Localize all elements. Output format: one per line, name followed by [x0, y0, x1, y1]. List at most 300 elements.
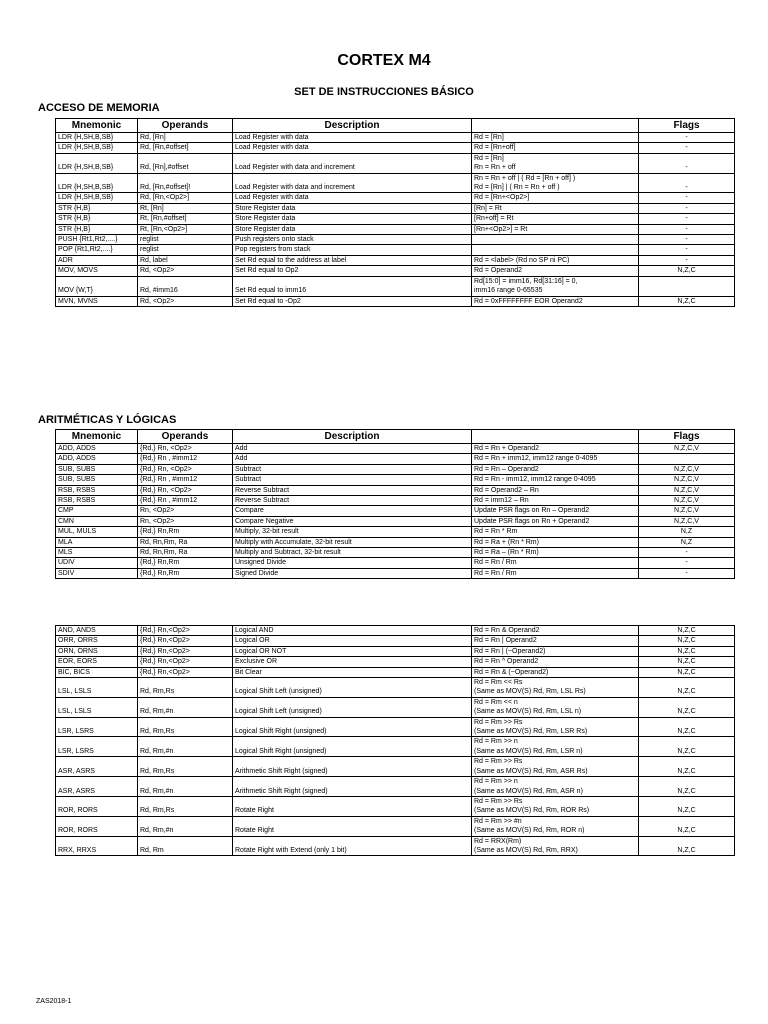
- description-cell: Compare Negative: [233, 516, 472, 526]
- column-header-flags: Flags: [639, 430, 735, 444]
- column-header-flags: Flags: [639, 119, 735, 133]
- mnemonic-cell: RSB, RSBS: [56, 496, 138, 506]
- description-cell: Rotate Right with Extend (only 1 bit): [233, 836, 472, 856]
- table-row: [56, 235, 735, 245]
- column-header-effect: [472, 119, 639, 133]
- operands-cell: Rt, [Rn,<Op2>]: [138, 224, 233, 234]
- mnemonic-cell: UDIV: [56, 558, 138, 568]
- description-cell: Load Register with data and increment: [233, 173, 472, 193]
- operands-cell: {Rd,} Rn,Rm: [138, 558, 233, 568]
- description-cell: Load Register with data: [233, 143, 472, 153]
- description-cell: Multiply, 32-bit result: [233, 527, 472, 537]
- operands-cell: {Rd,} Rn,Rm: [138, 568, 233, 578]
- description-cell: Set Rd equal to -Op2: [233, 296, 472, 306]
- table-row: [56, 203, 735, 213]
- operands-cell: Rn, <Op2>: [138, 506, 233, 516]
- effect-cell: [472, 266, 639, 276]
- table-row: [56, 636, 735, 646]
- mnemonic-cell: CMP: [56, 506, 138, 516]
- effect-cell: [472, 548, 639, 558]
- table-row: [56, 516, 735, 526]
- operands-cell: Rd, [Rn,<Op2>]: [138, 193, 233, 203]
- mnemonic-cell: LDR {H,SH,B,SB}: [56, 133, 138, 143]
- description-cell: Multiply with Accumulate, 32-bit result: [233, 537, 472, 547]
- mnemonic-cell: ORR, ORRS: [56, 636, 138, 646]
- table-row: [56, 717, 735, 737]
- effect-cell: [472, 568, 639, 578]
- effect-cell: [472, 444, 639, 454]
- effect-cell: [472, 667, 639, 677]
- operands-cell: Rd, Rm,#n: [138, 816, 233, 836]
- mnemonic-cell: LDR {H,SH,B,SB}: [56, 193, 138, 203]
- description-cell: Logical Shift Right (unsigned): [233, 717, 472, 737]
- effect-line: (Same as MOV(S) Rd, Rm, RRX): [474, 846, 578, 854]
- description-cell: Load Register with data and increment: [233, 153, 472, 173]
- effect-line: [474, 235, 636, 244]
- mnemonic-cell: MVN, MVNS: [56, 296, 138, 306]
- effect-line: Rd = Rm >> Rs: [474, 758, 523, 766]
- mnemonic-cell: RSB, RSBS: [56, 485, 138, 495]
- operands-cell: {Rd,} Rn, <Op2>: [138, 444, 233, 454]
- flags-cell: N,Z,C,V: [639, 444, 735, 454]
- effect-line: Rd = Rm << Rs: [474, 679, 523, 687]
- flags-cell: N,Z,C: [639, 796, 735, 816]
- operands-cell: Rd, Rm,#n: [138, 697, 233, 717]
- operands-cell: Rd, Rm: [138, 836, 233, 856]
- effect-line: Rd = Rn & (~Operand2): [474, 668, 549, 676]
- effect-line: Rd = imm12 – Rn: [474, 497, 529, 505]
- effect-cell: [472, 816, 639, 836]
- operands-cell: Rd, [Rn]: [138, 133, 233, 143]
- flags-cell: N,Z,C,V: [639, 496, 735, 506]
- flags-cell: N,Z,C: [639, 646, 735, 656]
- table-row: [56, 153, 735, 173]
- effect-cell: [472, 516, 639, 526]
- mnemonic-cell: RRX, RRXS: [56, 836, 138, 856]
- flags-cell: N,Z,C: [639, 266, 735, 276]
- description-cell: Store Register data: [233, 224, 472, 234]
- description-cell: Rotate Right: [233, 816, 472, 836]
- effect-cell: [472, 485, 639, 495]
- description-cell: Arithmetic Shift Right (signed): [233, 757, 472, 777]
- flags-cell: N,Z,C: [639, 667, 735, 677]
- effect-line: Rd = Rn * Rm: [474, 528, 518, 536]
- flags-cell: -: [639, 224, 735, 234]
- table-row: [56, 496, 735, 506]
- effect-cell: [472, 757, 639, 777]
- description-cell: Store Register data: [233, 203, 472, 213]
- section-title-memory: ACCESO DE MEMORIA: [38, 102, 160, 114]
- description-cell: Reverse Subtract: [233, 496, 472, 506]
- effect-line: (Same as MOV(S) Rd, Rm, LSR n): [474, 747, 583, 755]
- flags-cell: N,Z,C: [639, 717, 735, 737]
- operands-cell: Rd, label: [138, 255, 233, 265]
- mnemonic-cell: SDIV: [56, 568, 138, 578]
- mnemonic-cell: ADD, ADDS: [56, 444, 138, 454]
- effect-cell: [472, 276, 639, 296]
- operands-cell: {Rd,} Rn, <Op2>: [138, 485, 233, 495]
- column-header-description: Description: [233, 430, 472, 444]
- effect-line: Rd = Operand2: [474, 267, 523, 275]
- description-cell: Signed Divide: [233, 568, 472, 578]
- description-cell: Subtract: [233, 464, 472, 474]
- table-row: [56, 558, 735, 568]
- mnemonic-cell: MUL, MULS: [56, 527, 138, 537]
- mnemonic-cell: ORN, ORNS: [56, 646, 138, 656]
- table-row: [56, 485, 735, 495]
- table-row: [56, 464, 735, 474]
- table-row: [56, 646, 735, 656]
- effect-line: Update PSR flags on Rn + Operand2: [474, 517, 590, 525]
- flags-cell: N,Z,C: [639, 816, 735, 836]
- description-cell: Reverse Subtract: [233, 485, 472, 495]
- effect-line: Rd = [Rn] | ( Rn = Rn + off ): [474, 184, 560, 192]
- flags-cell: N,Z,C: [639, 757, 735, 777]
- operands-cell: Rn, <Op2>: [138, 516, 233, 526]
- mnemonic-cell: AND, ANDS: [56, 626, 138, 636]
- effect-line: Rd = Rn ^ Operand2: [474, 658, 539, 666]
- effect-line: Rd = Rn | (~Operand2): [474, 647, 546, 655]
- effect-cell: [472, 527, 639, 537]
- memory-instructions-table: [55, 118, 735, 307]
- table-row: [56, 245, 735, 255]
- effect-cell: [472, 153, 639, 173]
- operands-cell: {Rd,} Rn , #imm12: [138, 454, 233, 464]
- effect-cell: [472, 193, 639, 203]
- flags-cell: N,Z,C,V: [639, 506, 735, 516]
- effect-cell: [472, 296, 639, 306]
- mnemonic-cell: MLS: [56, 548, 138, 558]
- effect-cell: [472, 657, 639, 667]
- mnemonic-cell: LDR {H,SH,B,SB}: [56, 153, 138, 173]
- operands-cell: {Rd,} Rn , #imm12: [138, 475, 233, 485]
- effect-line: Rd = Rm >> #n: [474, 817, 522, 825]
- effect-line: Rd = Rm >> n: [474, 738, 518, 746]
- section-title-arithmetic-logic: ARITMÉTICAS Y LÓGICAS: [38, 414, 177, 426]
- table-row: [56, 224, 735, 234]
- effect-line: Rd = 0xFFFFFFFF EOR Operand2: [474, 297, 583, 305]
- operands-cell: Rd, Rm,Rs: [138, 678, 233, 698]
- effect-line: Rd = Rm >> Rs: [474, 797, 523, 805]
- effect-line: Rd = Rn / Rm: [474, 559, 517, 567]
- flags-cell: -: [639, 193, 735, 203]
- mnemonic-cell: ROR, RORS: [56, 796, 138, 816]
- effect-cell: [472, 506, 639, 516]
- table-row: [56, 777, 735, 797]
- description-cell: Logical AND: [233, 626, 472, 636]
- column-header-operands: Operands: [138, 430, 233, 444]
- flags-cell: -: [639, 133, 735, 143]
- mnemonic-cell: ROR, RORS: [56, 816, 138, 836]
- effect-cell: [472, 496, 639, 506]
- operands-cell: Rt, [Rn]: [138, 203, 233, 213]
- effect-line: Rd = Rn / Rm: [474, 569, 517, 577]
- operands-cell: reglist: [138, 245, 233, 255]
- flags-cell: -: [639, 548, 735, 558]
- effect-line: imm16 range 0-65535: [474, 287, 543, 295]
- effect-line: [474, 245, 636, 254]
- effect-cell: [472, 235, 639, 245]
- operands-cell: Rd, Rn,Rm, Ra: [138, 537, 233, 547]
- table-row: [56, 568, 735, 578]
- effect-cell: [472, 737, 639, 757]
- effect-cell: [472, 777, 639, 797]
- flags-cell: [639, 276, 735, 296]
- effect-line: (Same as MOV(S) Rd, Rm, ASR n): [474, 787, 583, 795]
- description-cell: Pop registers from stack: [233, 245, 472, 255]
- mnemonic-cell: ASR, ASRS: [56, 777, 138, 797]
- mnemonic-cell: STR {H,B}: [56, 203, 138, 213]
- effect-line: Rd = Rm >> n: [474, 778, 518, 786]
- flags-cell: -: [639, 568, 735, 578]
- table-row: [56, 444, 735, 454]
- flags-cell: N,Z,C: [639, 678, 735, 698]
- effect-line: (Same as MOV(S) Rd, Rm, LSR Rs): [474, 728, 588, 736]
- flags-cell: N,Z,C: [639, 296, 735, 306]
- effect-cell: [472, 796, 639, 816]
- operands-cell: {Rd,} Rn,<Op2>: [138, 667, 233, 677]
- effect-line: Rd = Rn - imm12, imm12 range 0-4095: [474, 476, 596, 484]
- table-row: [56, 737, 735, 757]
- description-cell: Add: [233, 444, 472, 454]
- table-row: [56, 296, 735, 306]
- effect-line: Rd = Rn – Operand2: [474, 465, 539, 473]
- table-row: [56, 796, 735, 816]
- flags-cell: N,Z,C,V: [639, 485, 735, 495]
- effect-cell: [472, 475, 639, 485]
- effect-cell: [472, 646, 639, 656]
- description-cell: Rotate Right: [233, 796, 472, 816]
- effect-line: Rd = Operand2 – Rn: [474, 486, 539, 494]
- effect-cell: [472, 464, 639, 474]
- effect-line: Rd = Rn + imm12, imm12 range 0-4095: [474, 455, 598, 463]
- table-row: [56, 678, 735, 698]
- mnemonic-cell: LSL, LSLS: [56, 678, 138, 698]
- table-row: [56, 537, 735, 547]
- effect-line: Update PSR flags on Rn – Operand2: [474, 507, 590, 515]
- table-row: [56, 816, 735, 836]
- effect-line: (Same as MOV(S) Rd, Rm, LSL n): [474, 708, 582, 716]
- table-header-row: [56, 119, 735, 133]
- mnemonic-cell: STR {H,B}: [56, 224, 138, 234]
- operands-cell: {Rd,} Rn,Rm: [138, 527, 233, 537]
- table-row: [56, 276, 735, 296]
- mnemonic-cell: POP {Rt1,Rt2,....}: [56, 245, 138, 255]
- mnemonic-cell: LSL, LSLS: [56, 697, 138, 717]
- effect-line: Rd = [Rn]: [474, 134, 504, 141]
- mnemonic-cell: LSR, LSRS: [56, 737, 138, 757]
- description-cell: Set Rd equal to the address at label: [233, 255, 472, 265]
- effect-cell: [472, 454, 639, 464]
- effect-line: Rd = [Rn+off]: [474, 144, 516, 152]
- flags-cell: -: [639, 153, 735, 173]
- operands-cell: Rd, <Op2>: [138, 296, 233, 306]
- effect-line: (Same as MOV(S) Rd, Rm, ROR n): [474, 827, 585, 835]
- effect-cell: [472, 133, 639, 143]
- flags-cell: N,Z: [639, 537, 735, 547]
- table-row: [56, 626, 735, 636]
- flags-cell: -: [639, 235, 735, 245]
- table-row: [56, 657, 735, 667]
- description-cell: Arithmetic Shift Right (signed): [233, 777, 472, 797]
- table-row: [56, 527, 735, 537]
- operands-cell: Rd, Rm,Rs: [138, 717, 233, 737]
- table-row: [56, 143, 735, 153]
- operands-cell: Rd, [Rn,#offset]: [138, 143, 233, 153]
- effect-cell: [472, 203, 639, 213]
- flags-cell: -: [639, 173, 735, 193]
- logic-instructions-table: [55, 625, 735, 856]
- operands-cell: reglist: [138, 235, 233, 245]
- operands-cell: Rd, [Rn,#offset]!: [138, 173, 233, 193]
- mnemonic-cell: SUB, SUBS: [56, 475, 138, 485]
- effect-cell: [472, 697, 639, 717]
- page-subtitle: SET DE INSTRUCCIONES BÁSICO: [294, 86, 474, 98]
- effect-cell: [472, 678, 639, 698]
- flags-cell: N,Z,C,V: [639, 516, 735, 526]
- effect-line: Rd = Ra – (Rn * Rm): [474, 549, 539, 557]
- effect-line: Rd = Rm >> Rs: [474, 718, 523, 726]
- flags-cell: [639, 454, 735, 464]
- table-row: [56, 548, 735, 558]
- operands-cell: Rd, Rm,Rs: [138, 757, 233, 777]
- effect-cell: [472, 173, 639, 193]
- mnemonic-cell: LSR, LSRS: [56, 717, 138, 737]
- flags-cell: N,Z,C: [639, 697, 735, 717]
- effect-line: Rd = [Rn+<Op2>]: [474, 194, 530, 202]
- operands-cell: {Rd,} Rn , #imm12: [138, 496, 233, 506]
- table-row: [56, 266, 735, 276]
- description-cell: Compare: [233, 506, 472, 516]
- effect-cell: [472, 717, 639, 737]
- mnemonic-cell: MOV {W,T}: [56, 276, 138, 296]
- table-row: [56, 667, 735, 677]
- mnemonic-cell: LDR {H,SH,B,SB}: [56, 143, 138, 153]
- column-header-effect: [472, 430, 639, 444]
- footer-code: ZAS2018-1: [36, 998, 72, 1005]
- description-cell: Load Register with data: [233, 193, 472, 203]
- effect-line: Rd = Rn & Operand2: [474, 627, 540, 634]
- effect-line: Rd = Rn + Operand2: [474, 445, 539, 452]
- effect-cell: [472, 558, 639, 568]
- description-cell: Logical OR: [233, 636, 472, 646]
- description-cell: Multiply and Subtract, 32-bit result: [233, 548, 472, 558]
- effect-line: Rd = <label> (Rd no SP ni PC): [474, 256, 570, 264]
- effect-cell: [472, 636, 639, 646]
- effect-line: Rd = RRX(Rm): [474, 837, 522, 845]
- effect-line: Rd = Ra + (Rn * Rm): [474, 538, 539, 546]
- description-cell: Logical Shift Left (unsigned): [233, 697, 472, 717]
- column-header-operands: Operands: [138, 119, 233, 133]
- operands-cell: Rt, [Rn,#offset]: [138, 214, 233, 224]
- table-row: [56, 757, 735, 777]
- effect-line: Rn = Rn + off | ( Rd = [Rn + off] ): [474, 174, 576, 182]
- effect-line: [Rn+off] = Rt: [474, 215, 514, 223]
- operands-cell: Rd, <Op2>: [138, 266, 233, 276]
- flags-cell: N,Z,C: [639, 836, 735, 856]
- description-cell: Push registers onto stack: [233, 235, 472, 245]
- effect-cell: [472, 626, 639, 636]
- flags-cell: -: [639, 255, 735, 265]
- operands-cell: {Rd,} Rn,<Op2>: [138, 646, 233, 656]
- flags-cell: N,Z,C: [639, 626, 735, 636]
- description-cell: Set Rd equal to Op2: [233, 266, 472, 276]
- description-cell: Logical Shift Left (unsigned): [233, 678, 472, 698]
- flags-cell: N,Z,C: [639, 737, 735, 757]
- effect-line: (Same as MOV(S) Rd, Rm, LSL Rs): [474, 688, 586, 696]
- table-row: [56, 506, 735, 516]
- effect-cell: [472, 143, 639, 153]
- table-row: [56, 836, 735, 856]
- table-header-row: [56, 430, 735, 444]
- column-header-mnemonic: Mnemonic: [56, 430, 138, 444]
- mnemonic-cell: SUB, SUBS: [56, 464, 138, 474]
- effect-line: Rd[15:0] = imm16, Rd[31:16] = 0,: [474, 277, 578, 285]
- description-cell: Bit Clear: [233, 667, 472, 677]
- column-header-mnemonic: Mnemonic: [56, 119, 138, 133]
- table-row: [56, 255, 735, 265]
- description-cell: Set Rd equal to imm16: [233, 276, 472, 296]
- operands-cell: Rd, Rm,#n: [138, 777, 233, 797]
- effect-line: Rd = Rm << n: [474, 698, 518, 706]
- description-cell: Exclusive OR: [233, 657, 472, 667]
- effect-line: [Rn] = Rt: [474, 204, 502, 212]
- column-header-description: Description: [233, 119, 472, 133]
- flags-cell: N,Z,C,V: [639, 475, 735, 485]
- table-row: [56, 133, 735, 143]
- effect-cell: [472, 255, 639, 265]
- effect-line: Rn = Rn + off: [474, 164, 516, 172]
- effect-cell: [472, 214, 639, 224]
- arithmetic-instructions-table: [55, 429, 735, 579]
- operands-cell: {Rd,} Rn,<Op2>: [138, 636, 233, 646]
- table-row: [56, 193, 735, 203]
- operands-cell: {Rd,} Rn,<Op2>: [138, 657, 233, 667]
- flags-cell: -: [639, 203, 735, 213]
- mnemonic-cell: CMN: [56, 516, 138, 526]
- effect-cell: [472, 836, 639, 856]
- flags-cell: -: [639, 245, 735, 255]
- flags-cell: -: [639, 143, 735, 153]
- operands-cell: Rd, Rm,Rs: [138, 796, 233, 816]
- page-title: CORTEX M4: [337, 52, 431, 69]
- effect-cell: [472, 537, 639, 547]
- effect-line: [Rn+<Op2>] = Rt: [474, 225, 528, 233]
- mnemonic-cell: BIC, BICS: [56, 667, 138, 677]
- description-cell: Logical OR NOT: [233, 646, 472, 656]
- table-row: [56, 697, 735, 717]
- flags-cell: N,Z,C: [639, 636, 735, 646]
- effect-line: (Same as MOV(S) Rd, Rm, ROR Rs): [474, 807, 590, 815]
- mnemonic-cell: MLA: [56, 537, 138, 547]
- table-row: [56, 475, 735, 485]
- operands-cell: Rd, #imm16: [138, 276, 233, 296]
- table-row: [56, 173, 735, 193]
- operands-cell: Rd, [Rn],#offset: [138, 153, 233, 173]
- flags-cell: N,Z: [639, 527, 735, 537]
- description-cell: Logical Shift Right (unsigned): [233, 737, 472, 757]
- operands-cell: Rd, Rm,#n: [138, 737, 233, 757]
- mnemonic-cell: PUSH {Rt1,Rt2,....}: [56, 235, 138, 245]
- operands-cell: Rd, Rn,Rm, Ra: [138, 548, 233, 558]
- table-row: [56, 214, 735, 224]
- mnemonic-cell: EOR, EORS: [56, 657, 138, 667]
- mnemonic-cell: MOV, MOVS: [56, 266, 138, 276]
- description-cell: Add: [233, 454, 472, 464]
- table-row: [56, 454, 735, 464]
- mnemonic-cell: LDR {H,SH,B,SB}: [56, 173, 138, 193]
- effect-line: Rd = Rn | Operand2: [474, 637, 537, 645]
